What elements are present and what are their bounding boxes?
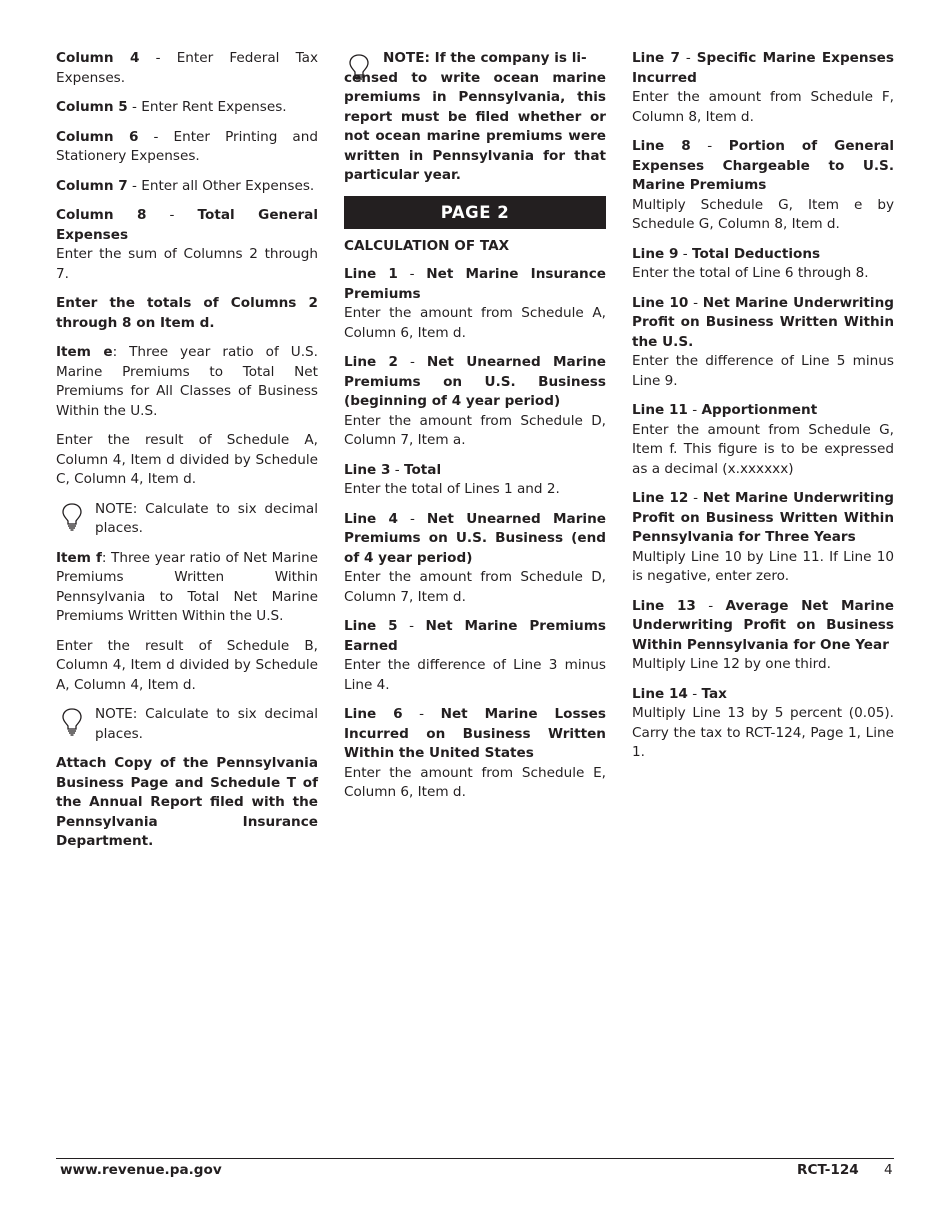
line-heading: Apportionment — [701, 402, 818, 418]
column-4-instruction: Column 4 - Enter Federal Tax Expenses. — [56, 50, 319, 86]
lightbulb-icon — [61, 707, 83, 737]
lightbulb-icon — [61, 502, 83, 532]
line-heading: Net Marine Underwriting Profit on Business Written Within Pennsylvania for Three Years — [632, 490, 894, 545]
line-body: Multiply Line 10 by Line 11. If Line 10 is negative, enter zero. — [632, 548, 894, 584]
line-heading: Net Unearned Marine Premiums on U.S. Business (end of 4 year period) — [344, 510, 606, 566]
footer-form-number: RCT-124 — [797, 1162, 859, 1178]
line-entry: Line 2 - Net Unearned Marine Premiums on U.S. Business (beginning of 4 year period) Enter the amount from Schedule D, Column 7, Item a. — [344, 353, 606, 451]
column-5-instruction: Column 5 - Enter Rent Expenses. — [56, 99, 287, 115]
line-body: Enter the amount from Schedule F, Column 8, Item d. — [632, 89, 894, 125]
line-body: Enter the difference of Line 5 minus Line 9. — [632, 353, 894, 389]
item-f-result: Enter the result of Schedule B, Column 4, Item d divided by Schedule A, Column 4, Item d. — [56, 637, 318, 693]
column-2 — [344, 49, 606, 813]
line-heading: Net Marine Insurance Premiums — [344, 266, 606, 302]
line-label: Line 2 — [344, 354, 399, 370]
line-label: Line 1 — [344, 266, 398, 282]
line-heading: Net Marine Premiums Earned — [344, 618, 606, 654]
line-entry: Line 4 - Net Unearned Marine Premiums on U.S. Business (end of 4 year period) Enter the amount from Schedule D, Column 7, Item d. — [344, 510, 606, 608]
column-6-instruction: Column 6 - Enter Printing and Stationery Expenses. — [56, 128, 319, 164]
line-entry: Line 5 - Net Marine Premiums Earned Enter the difference of Line 3 minus Line 4. — [344, 617, 606, 695]
line-body: Enter the amount from Schedule A, Column 6, Item d. — [344, 305, 606, 341]
footer-url: www.revenue.pa.gov — [60, 1162, 222, 1178]
line-body: Enter the amount from Schedule E, Column 6, Item d. — [344, 764, 606, 800]
line-label: Line 6 — [344, 706, 403, 722]
line-entry: Line 9 - Total Deductions Enter the total of Line 6 through 8. — [632, 245, 894, 284]
line-entry: Line 1 - Net Marine Insurance Premiums Enter the amount from Schedule A, Column 6, Item d. — [344, 265, 606, 343]
line-entry: Line 7 - Specific Marine Expenses Incurred Enter the amount from Schedule F, Column 8, Item d. — [632, 49, 894, 127]
line-heading: Total Deductions — [691, 245, 821, 262]
line-heading: Tax — [701, 685, 727, 702]
line-heading: Net Marine Losses Incurred on Business Written Within the United States — [344, 706, 606, 761]
line-entry: Line 13 - Average Net Marine Underwriting Profit on Business Within Pennsylvania for One Year Multiply Line 12 by one third. — [632, 597, 894, 675]
ocean-marine-note: NOTE: If the company is li- censed to write ocean marine premiums in Pennsylvania, this report must be filed whether or not ocean marine premiums were written in Pennsylvania for that particular year. — [344, 50, 606, 183]
line-heading: Total — [403, 461, 442, 478]
column-8-instruction: Column 8 - Total General Expenses Enter the sum of Columns 2 through 7. — [56, 207, 318, 282]
line-entry: Line 3 - Total Enter the total of Lines 1 and 2. — [344, 461, 606, 500]
line-body: Enter the total of Line 6 through 8. — [632, 265, 869, 281]
column-3 — [632, 49, 894, 773]
section-title: CALCULATION OF TAX — [344, 237, 510, 254]
line-label: Line 4 — [344, 510, 399, 527]
line-body: Multiply Line 13 by 5 percent (0.05). Carry the tax to RCT-124, Page 1, Line 1. — [632, 705, 894, 760]
footer-page-number: 4 — [884, 1162, 893, 1178]
line-entry: Line 6 - Net Marine Losses Incurred on Business Written Within the United States Enter the amount from Schedule E, Column 6, Item d. — [344, 705, 606, 803]
column-1 — [56, 49, 318, 862]
totals-instruction: Enter the totals of Columns 2 through 8 on Item d. — [56, 295, 318, 331]
line-label: Line 5 — [344, 618, 398, 634]
line-entry: Line 8 - Portion of General Expenses Chargeable to U.S. Marine Premiums Multiply Schedule G, Item e by Schedule G, Column 8, Item d. — [632, 137, 894, 235]
line-heading: Specific Marine Expenses Incurred — [632, 50, 894, 86]
line-heading: Net Marine Underwriting Profit on Business Written Within the U.S. — [632, 294, 894, 350]
line-entry: Line 14 - Tax Multiply Line 13 by 5 percent (0.05). Carry the tax to RCT-124, Page 1, Line 1. — [632, 685, 894, 763]
line-label: Line 3 — [344, 461, 391, 478]
line-label: Line 7 — [632, 50, 680, 66]
line-label: Line 12 — [632, 490, 689, 506]
item-e-result: Enter the result of Schedule A, Column 4, Item d divided by Schedule C, Column 4, Item d. — [56, 432, 318, 487]
line-label: Line 8 — [632, 138, 691, 154]
line-body: Enter the amount from Schedule D, Column 7, Item d. — [344, 569, 606, 605]
col2-line-list — [344, 265, 606, 803]
line-entry: Line 12 - Net Marine Underwriting Profit on Business Written Within Pennsylvania for Three Years Multiply Line 10 by Line 11. If Line 10 is negative, enter zero. — [632, 489, 894, 587]
line-label: Line 13 — [632, 597, 696, 614]
page-2-banner: PAGE 2 — [344, 196, 606, 229]
line-label: Line 14 — [632, 685, 688, 702]
line-body: Multiply Schedule G, Item e by Schedule G, Column 8, Item d. — [632, 196, 894, 232]
note-six-decimals-2: NOTE: Calculate to six decimal places. — [56, 705, 318, 744]
col3-line-list — [632, 49, 894, 763]
item-e-definition: Item e: Three year ratio of U.S. Marine Premiums to Total Net Premiums for All Classes of Business Within the U.S. — [56, 344, 318, 419]
line-body: Enter the amount from Schedule G, Item f. This figure is to be expressed as a decimal (x.xxxxxx) — [632, 421, 894, 477]
note-six-decimals-1: NOTE: Calculate to six decimal places. — [56, 500, 318, 539]
line-entry: Line 10 - Net Marine Underwriting Profit on Business Written Within the U.S. Enter the difference of Line 5 minus Line 9. — [632, 294, 894, 392]
lightbulb-icon — [348, 53, 370, 83]
line-heading: Average Net Marine Underwriting Profit on Business Within Pennsylvania for One Year — [632, 597, 894, 653]
attach-copy-instruction: Attach Copy of the Pennsylvania Business Page and Schedule T of the Annual Report filed with the Pennsylvania Insurance Department. — [56, 755, 318, 849]
line-body: Multiply Line 12 by one third. — [632, 656, 831, 672]
line-body: Enter the amount from Schedule D, Column 7, Item a. — [344, 412, 606, 448]
line-entry: Line 11 - Apportionment Enter the amount from Schedule G, Item f. This figure is to be expressed as a decimal (x.xxxxxx) — [632, 401, 894, 479]
column-7-instruction: Column 7 - Enter all Other Expenses. — [56, 177, 315, 194]
line-heading: Net Unearned Marine Premiums on U.S. Business (beginning of 4 year period) — [344, 354, 606, 409]
line-heading: Portion of General Expenses Chargeable to U.S. Marine Premiums — [632, 138, 894, 193]
line-body: Enter the difference of Line 3 minus Line 4. — [344, 657, 606, 693]
item-f-definition: Item f: Three year ratio of Net Marine Premiums Written Within Pennsylvania to Total Net Marine Premiums Written Within the U.S. — [56, 549, 319, 624]
line-label: Line 9 — [632, 245, 679, 262]
line-label: Line 11 — [632, 402, 688, 418]
line-body: Enter the total of Lines 1 and 2. — [344, 481, 560, 497]
line-label: Line 10 — [632, 294, 689, 311]
footer-divider — [56, 1158, 894, 1159]
